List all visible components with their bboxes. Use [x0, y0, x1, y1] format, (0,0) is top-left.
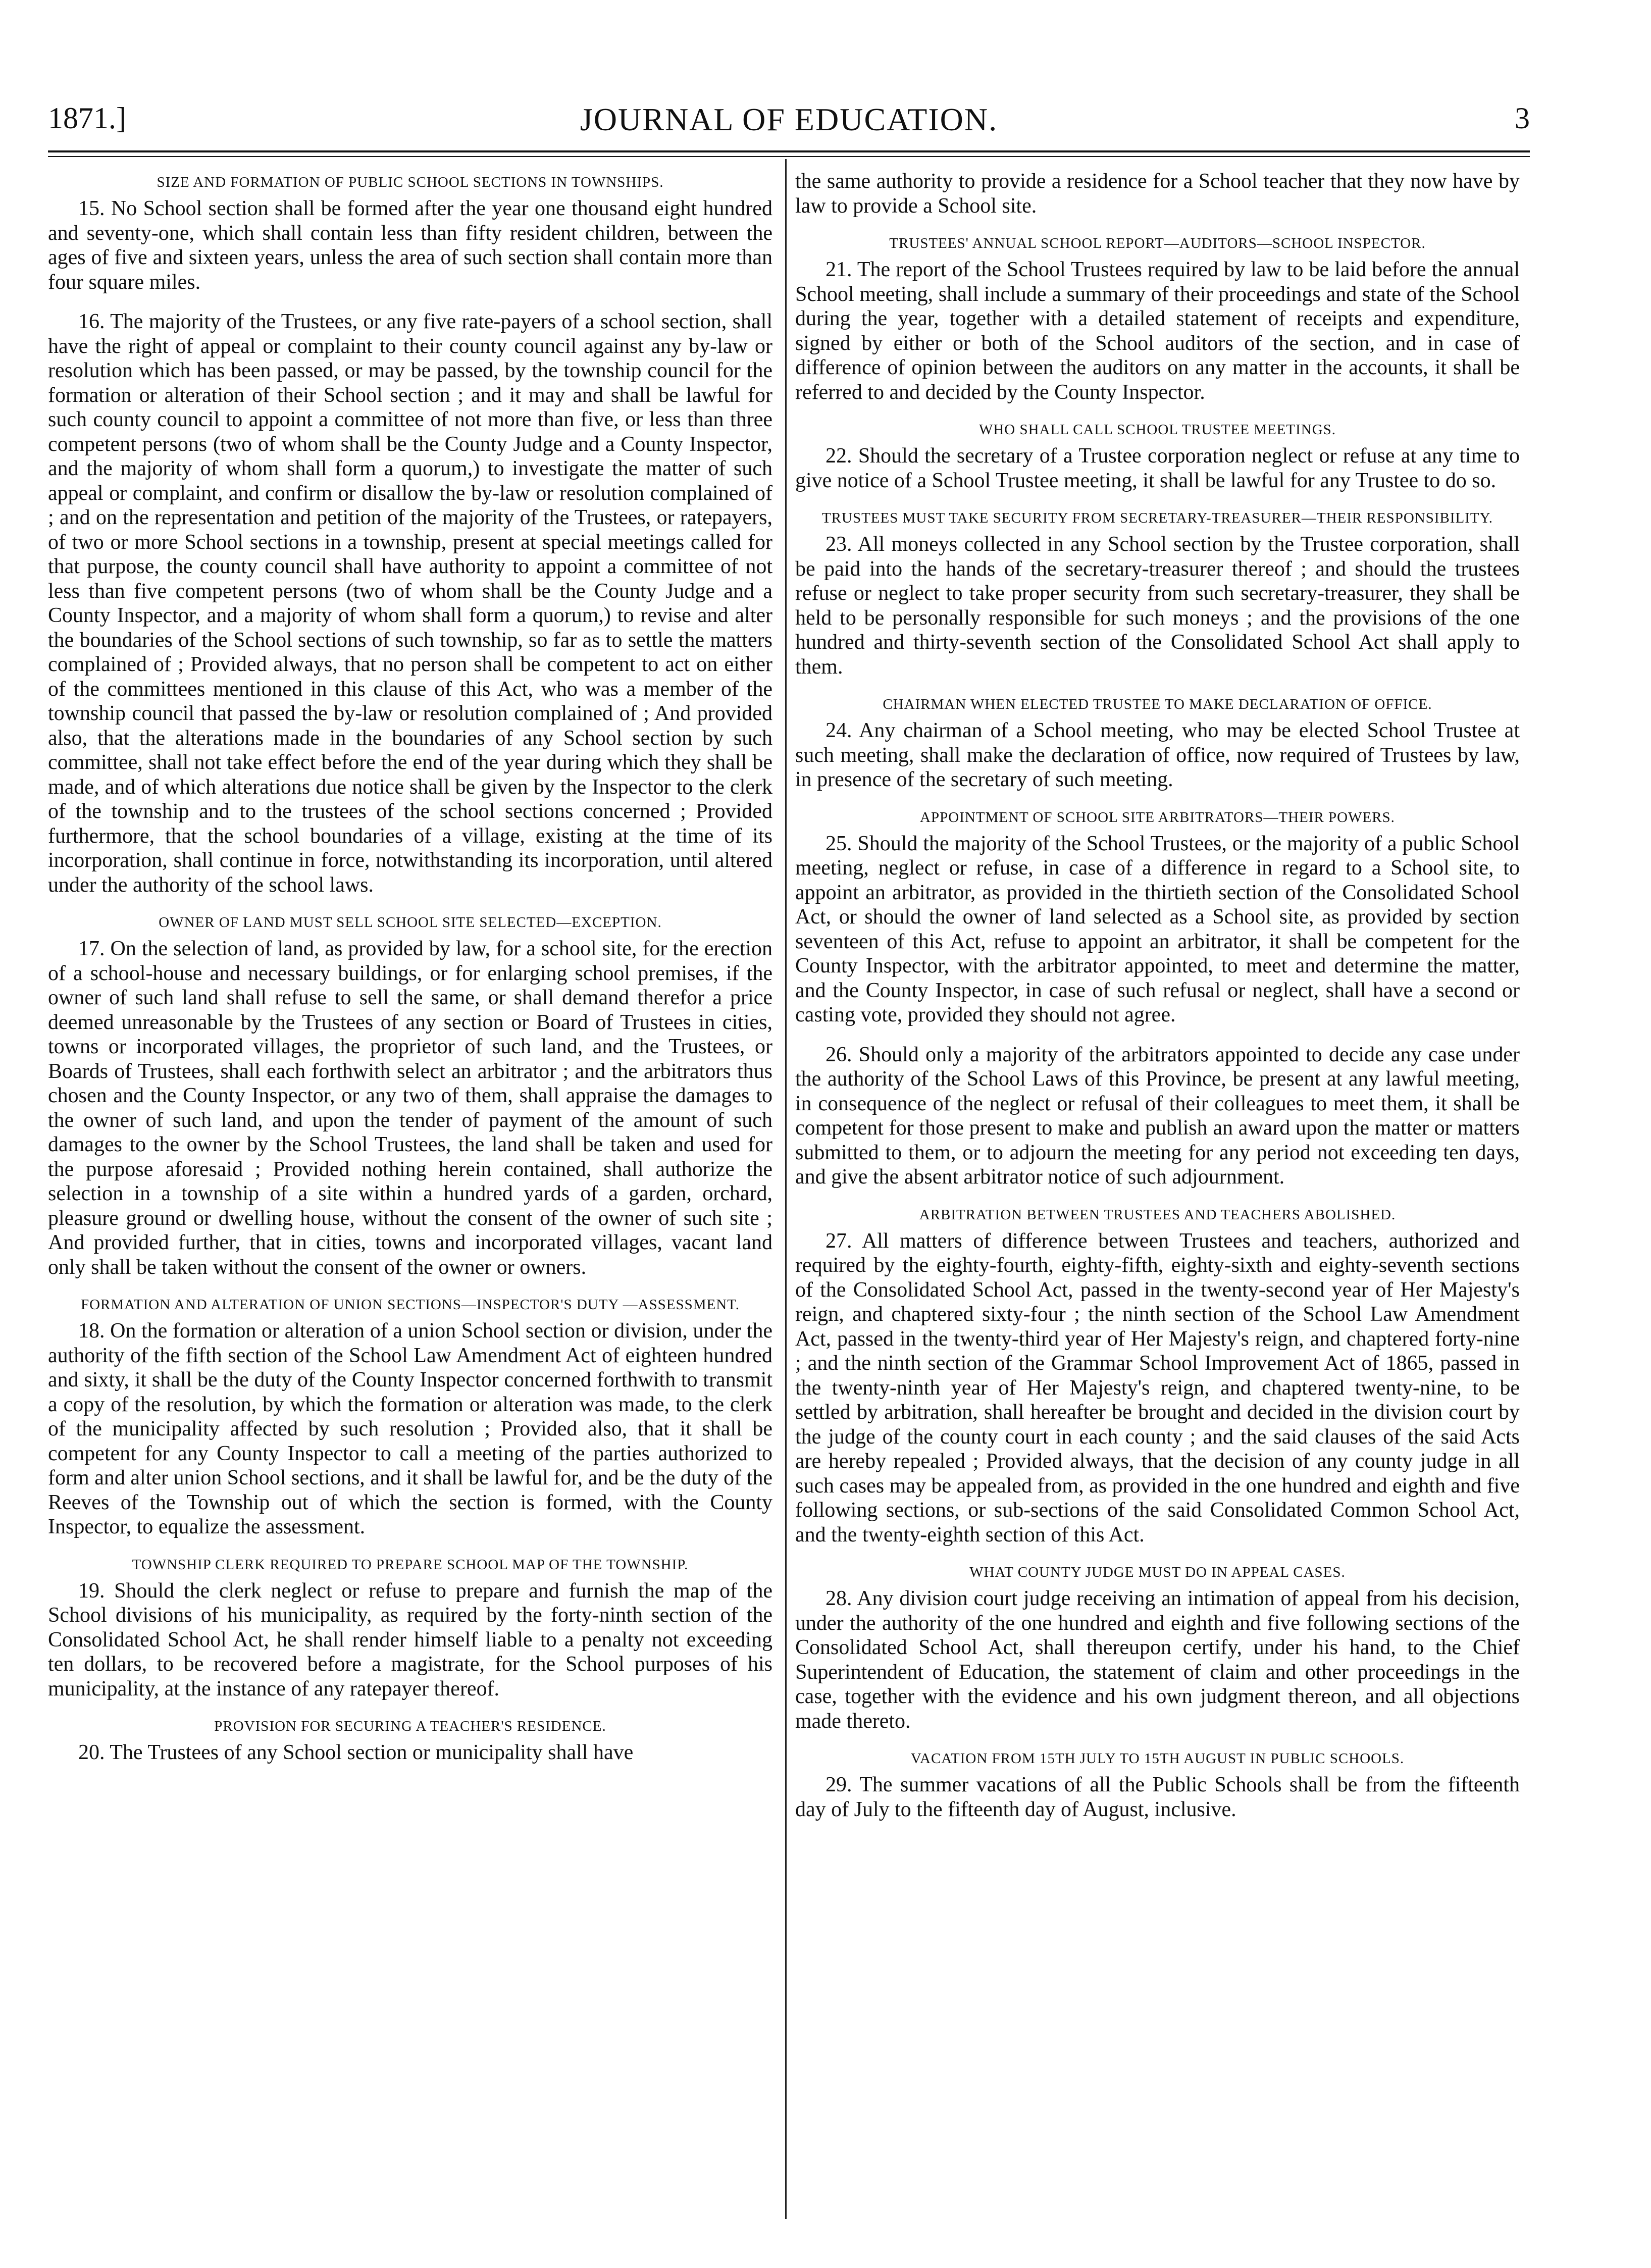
section-heading: FORMATION AND ALTERATION OF UNION SECTIONS—INSPECTOR'S DUTY —ASSESSMENT. — [80, 1297, 740, 1313]
section-heading: SIZE AND FORMATION OF PUBLIC SCHOOL SECTIONS IN TOWNSHIPS. — [157, 174, 664, 190]
section-heading: PROVISION FOR SECURING A TEACHER'S RESIDENCE. — [214, 1718, 606, 1734]
journal-title: JOURNAL OF EDUCATION. — [580, 101, 998, 137]
section-paragraph: 20. The Trustees of any School section or municipality shall have — [78, 1741, 634, 1764]
section-paragraph: 28. Any division court judge receiving an intimation of appeal from his decision, under the authority of the one hundred and eighth and five following sections of the Consolidated School Act, shall thereupon certify, under his hand, to the Chief Superintendent of Education, the statement of claim and other proceedings in the case, together with the evidence and his own judgment thereon, and all objections made thereto. — [795, 1587, 1520, 1733]
page-number: 3 — [1515, 101, 1530, 135]
section-heading: WHO SHALL CALL SCHOOL TRUSTEE MEETINGS. — [978, 422, 1336, 438]
section-paragraph: the same authority to provide a residence for a School teacher that they now have by law to provide a School site. — [795, 170, 1520, 218]
section-paragraph: 17. On the selection of land, as provided by law, for a school site, for the erection of a school-house and necessary buildings, or for enlarging school premises, if the owner of such land shall refuse to sell the same, or shall demand therefor a price deemed unreasonable by the Trustees of any section or Board of Trustees in cities, towns or incorporated villages, the proprietor of such land, and the Trustees, or Boards of Trustees, shall each forthwith select an arbitrator ; and the arbitrators thus chosen and the County Inspector, or any two of them, shall appraise the damages to the owner of such land, and upon the tender of payment of the amount of such damages to the owner by the School Trustees, the land shall be taken and used for the purpose aforesaid ; Provided nothing herein contained, shall authorize the selection in a township of a site within a hundred yards of a garden, orchard, pleasure ground or dwelling house, without the consent of the owner of such site ; And provided further, that in cities, towns and incorporated villages, vacant land only shall be taken without the consent of the owner or owners. — [48, 937, 772, 1279]
section-heading: TRUSTEES' ANNUAL SCHOOL REPORT—AUDITORS—SCHOOL INSPECTOR. — [889, 235, 1426, 251]
section-paragraph: 19. Should the clerk neglect or refuse to prepare and furnish the map of the School divisions of his municipality, as required by the forty-ninth section of the Consolidated School Act, he shall render himself liable to a penalty not exceeding ten dollars, to be recovered before a magistrate, for the School purposes of his municipality, at the instance of any ratepayer thereof. — [48, 1579, 772, 1700]
section-paragraph: 26. Should only a majority of the arbitrators appointed to decide any case under the authority of the School Laws of this Province, be present at any lawful meeting, in consequence of the neglect or refusal of their colleagues to meet them, it shall be competent for those present to make and publish an award upon the matter or matters submitted to them, or to adjourn the meeting for any period not exceeding ten days, and give the absent arbitrator notice of such adjournment. — [795, 1043, 1520, 1189]
section-paragraph: 16. The majority of the Trustees, or any five rate-payers of a school section, shall have the right of appeal or complaint to their county council against any by-law or resolution which has been passed, or may be passed, by the township council for the formation or alteration of their School section ; and it may and shall be lawful for such county council to appoint a committee of not more than five, or less than three competent persons (two of whom shall be the County Judge and a County Inspector, and the majority of whom shall form a quorum,) to investigate the matter of such appeal or complaint, and confirm or disallow the by-law or resolution complained of ; and on the representation and petition of the majority of the Trustees, or ratepayers, of two or more School sections in a township, present at special meetings called for that purpose, the county council shall have authority to appoint a committee of not less than five competent persons (two of whom shall be the County Judge and a County Inspector, and a majority of whom shall form a quorum,) to revise and alter the boundaries of the School sections of such township, so far as to settle the matters complained of ; Provided always, that no person shall be competent to act on either of the committees mentioned in this clause of this Act, who was a member of the township council that passed the by-law or resolution complained of ; And provided also, that the alterations made in the boundaries of any School section by such committee, shall not take effect before the end of the year during which they shall be made, and of which alterations due notice shall be given by the Inspector to the clerk of the township and to the trustees of the school sections concerned ; Provided furthermore, that the school boundaries of a village, existing at the time of its incorporation, shall continue in force, notwithstanding its incorporation, until altered under the authority of the school laws. — [48, 310, 772, 897]
right-column — [795, 169, 1520, 2214]
section-heading: TOWNSHIP CLERK REQUIRED TO PREPARE SCHOOL MAP OF THE TOWNSHIP. — [132, 1556, 689, 1573]
section-paragraph: 15. No School section shall be formed after the year one thousand eight hundred and seventy-one, which shall contain less than fifty resident children, between the ages of five and sixteen years, unless the area of such section shall contain more than four square miles. — [48, 197, 772, 294]
section-paragraph: 23. All moneys collected in any School section by the Trustee corporation, shall be paid into the hands of the secretary-treasurer thereof ; and should the trustees refuse or neglect to take proper security from such secretary-treasurer, they shall be held to be personally responsible for such moneys ; and the provisions of the one hundred and thirty-seventh section of the Consolidated School Act shall apply to them. — [795, 533, 1520, 679]
section-heading: APPOINTMENT OF SCHOOL SITE ARBITRATORS—THEIR POWERS. — [920, 809, 1395, 826]
section-heading: TRUSTEES MUST TAKE SECURITY FROM SECRETARY-TREASURER—THEIR RESPONSIBILITY. — [821, 510, 1493, 526]
page-header — [48, 101, 1530, 146]
section-heading: ARBITRATION BETWEEN TRUSTEES AND TEACHERS ABOLISHED. — [919, 1206, 1396, 1223]
section-paragraph: 21. The report of the School Trustees required by law to be laid before the annual School meeting, shall include a summary of their proceedings and state of the School during the year, together with a detailed statement of receipts and expenditure, signed by either or both of the School auditors of the section, and in case of difference of opinion between the auditors on any matter in the accounts, it shall be referred to and decided by the County Inspector. — [795, 258, 1520, 404]
column-divider — [785, 159, 787, 2219]
section-heading: OWNER OF LAND MUST SELL SCHOOL SITE SELECTED—EXCEPTION. — [159, 914, 662, 931]
section-heading: VACATION FROM 15TH JULY TO 15TH AUGUST IN PUBLIC SCHOOLS. — [910, 1750, 1405, 1767]
left-column — [48, 169, 772, 2214]
section-paragraph: 27. All matters of difference between Trustees and teachers, authorized and required by the eighty-fourth, eighty-fifth, eighty-sixth and eighty-seventh sections of the Consolidated School Act, passed in the twenty-second year of Her Majesty's reign, and chaptered sixty-four ; the ninth section of the School Law Amendment Act, passed in the twenty-third year of Her Majesty's reign, and chaptered forty-nine ; and the ninth section of the Grammar School Improvement Act of 1865, passed in the twenty-ninth year of Her Majesty's reign, and chaptered twenty-nine, to be settled by arbitration, shall hereafter be brought and decided in the division court by the judge of the county court in each county ; and the said clauses of the said Acts are hereby repealed ; Provided always, that the decision of any county judge in all such cases may be appealed from, as provided in the one hundred and eighth and five following sections, or sub-sections of the said Consolidated Common School Act, and the twenty-eighth section of this Act. — [795, 1229, 1520, 1547]
header-year: 1871.] — [48, 101, 126, 135]
section-paragraph: 24. Any chairman of a School meeting, who may be elected School Trustee at such meeting, shall make the declaration of office, now required of Trustees by law, in presence of the secretary of such meeting. — [795, 719, 1520, 791]
section-paragraph: 22. Should the secretary of a Trustee corporation neglect or refuse at any time to give notice of a School Trustee meeting, it shall be lawful for any Trustee to do so. — [795, 444, 1520, 492]
section-paragraph: 25. Should the majority of the School Trustees, or the majority of a public School meeting, neglect or refuse, in case of a difference in regard to a School site, to appoint an arbitrator, as provided in the thirtieth section of the Consolidated School Act, or should the owner of land selected as a School site, as provided by section seventeen of this Act, refuse to appoint an arbitrator, it shall be competent for the County Inspector, with the arbitrator appointed, to meet and determine the matter, and the County Inspector, in case of such refusal or neglect, shall have a second or casting vote, provided they should not agree. — [795, 832, 1520, 1026]
section-paragraph: 18. On the formation or alteration of a union School section or division, under the authority of the fifth section of the School Law Amendment Act of eighteen hundred and sixty, it shall be the duty of the County Inspector concerned forthwith to transmit a copy of the resolution, by which the formation or alteration was made, to the clerk of the municipality affected by such resolution ; Provided also, that it shall be competent for any County Inspector to call a meeting of the parties authorized to form and alter union School sections, and it shall be lawful for, and be the duty of the Reeves of the Township out of which the section is formed, with the County Inspector, to equalize the assessment. — [48, 1319, 772, 1538]
header-rule — [48, 150, 1530, 152]
header-rule-thin — [48, 156, 1530, 157]
section-paragraph: 29. The summer vacations of all the Public Schools shall be from the fifteenth day of July to the fifteenth day of August, inclusive. — [795, 1773, 1520, 1821]
section-heading: CHAIRMAN WHEN ELECTED TRUSTEE TO MAKE DECLARATION OF OFFICE. — [883, 696, 1432, 712]
section-heading: WHAT COUNTY JUDGE MUST DO IN APPEAL CASES. — [969, 1564, 1346, 1580]
